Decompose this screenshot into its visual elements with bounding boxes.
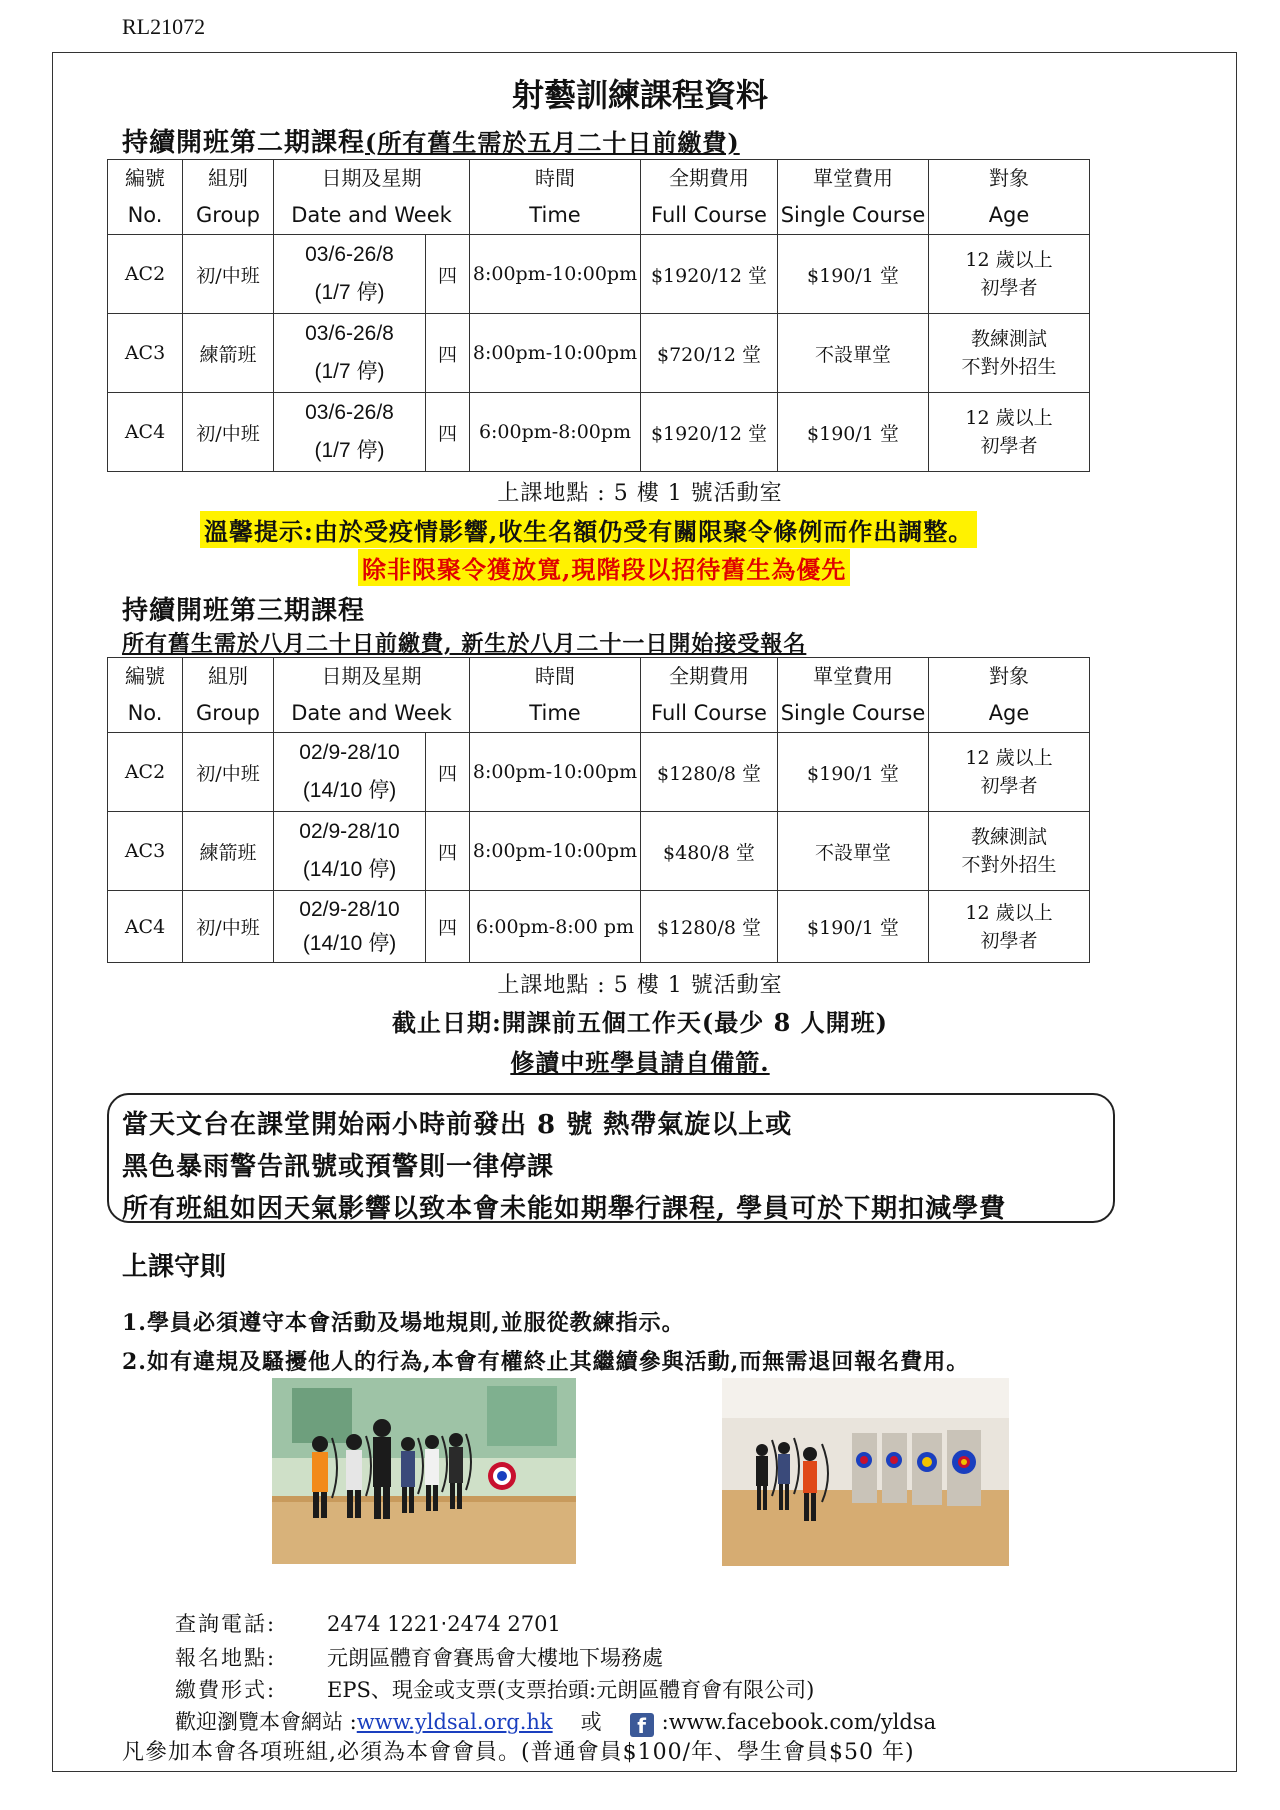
- header-time: 時間 Time: [470, 160, 641, 235]
- cell-date: 03/6-26/8 (1/7 停): [274, 314, 426, 393]
- cell-group: 初/中班: [183, 393, 274, 472]
- bring-arrows-note: 修讀中班學員請自備箭.: [510, 1048, 770, 1077]
- section2-title: 持續開班第二期課程: [122, 128, 366, 158]
- cell-group: 初/中班: [183, 235, 274, 314]
- notice-line2: 除非限聚令獲放寬,現階段以招待舊生為優先: [358, 549, 850, 586]
- cell-group: 初/中班: [183, 733, 274, 812]
- contact-payment: [175, 1674, 814, 1704]
- section2-heading: [122, 122, 740, 159]
- payment-value: EPS、現金或支票(支票抬頭:元朗區體育會有限公司): [327, 1678, 815, 1702]
- table-row: [108, 891, 1090, 963]
- facebook-link[interactable]: :www.facebook.com/yldsa: [661, 1710, 937, 1734]
- cell-age: 12 歲以上 初學者: [929, 393, 1090, 472]
- cell-day: 四: [426, 733, 470, 812]
- rule-item-2: 2.如有違規及騷擾他人的行為,本會有權終止其繼續參與活動,而無需退回報名費用。: [122, 1349, 970, 1375]
- header-group: 組別 Group: [183, 658, 274, 733]
- table-header-row: [108, 160, 1090, 235]
- table-row: [108, 812, 1090, 891]
- course-table-term2: [107, 159, 1090, 472]
- facebook-icon[interactable]: f: [630, 1713, 654, 1737]
- cell-no: AC2: [108, 733, 183, 812]
- header-age: 對象 Age: [929, 658, 1090, 733]
- cell-time: 8:00pm-10:00pm: [470, 733, 641, 812]
- cell-single: $190/1 堂: [778, 891, 929, 963]
- table-row: [108, 314, 1090, 393]
- header-no: 編號 No.: [108, 160, 183, 235]
- phone-label: 查詢電話:: [175, 1612, 277, 1636]
- header-group: 組別 Group: [183, 160, 274, 235]
- cell-age: 12 歲以上 初學者: [929, 733, 1090, 812]
- contact-address: [175, 1642, 663, 1672]
- archery-class-photo-1: [272, 1378, 576, 1564]
- header-full-course: 全期費用 Full Course: [641, 658, 778, 733]
- cell-no: AC4: [108, 891, 183, 963]
- cell-no: AC2: [108, 235, 183, 314]
- cell-single: $190/1 堂: [778, 235, 929, 314]
- cell-full: $480/8 堂: [641, 812, 778, 891]
- section3-subtitle: 所有舊生需於八月二十日前繳費, 新生於八月二十一日開始接受報名: [122, 631, 807, 657]
- cell-full: $1920/12 堂: [641, 235, 778, 314]
- contact-web: [175, 1706, 936, 1737]
- cell-time: 8:00pm-10:00pm: [470, 314, 641, 393]
- table-header-row: [108, 658, 1090, 733]
- deadline-note: 截止日期:開課前五個工作天(最少 8 人開班): [392, 1008, 888, 1037]
- cell-single: $190/1 堂: [778, 733, 929, 812]
- venue-term3: 上課地點 : 5 樓 1 號活動室: [497, 973, 783, 998]
- cell-date: 02/9-28/10 (14/10 停): [274, 733, 426, 812]
- header-single-course: 單堂費用 Single Course: [778, 160, 929, 235]
- contact-phone: [175, 1608, 561, 1638]
- cell-date: 02/9-28/10 (14/10 停): [274, 812, 426, 891]
- cell-age: 12 歲以上 初學者: [929, 891, 1090, 963]
- cell-time: 8:00pm-10:00pm: [470, 235, 641, 314]
- cell-single: 不設單堂: [778, 314, 929, 393]
- cell-date: 03/6-26/8 (1/7 停): [274, 235, 426, 314]
- cell-date: 03/6-26/8 (1/7 停): [274, 393, 426, 472]
- table-row: [108, 733, 1090, 812]
- cell-day: 四: [426, 314, 470, 393]
- cell-full: $1280/8 堂: [641, 733, 778, 812]
- cell-full: $1920/12 堂: [641, 393, 778, 472]
- section2-note: (所有舊生需於五月二十日前繳費): [365, 128, 740, 157]
- address-label: 報名地點:: [175, 1646, 277, 1670]
- weather-line3: 所有班組如因天氣影響以致本會未能如期舉行課程, 學員可於下期扣減學費: [122, 1194, 1007, 1224]
- header-no: 編號 No.: [108, 658, 183, 733]
- page-title: 射藝訓練課程資料: [511, 76, 768, 114]
- cell-group: 練箭班: [183, 812, 274, 891]
- venue-term2: 上課地點 : 5 樓 1 號活動室: [497, 481, 783, 506]
- notice-line1: 溫馨提示:由於受疫情影響,收生名額仍受有關限聚令條例而作出調整。: [200, 511, 977, 548]
- or-text: 或: [580, 1710, 602, 1734]
- section3-title: 持續開班第三期課程: [122, 596, 366, 626]
- cell-day: 四: [426, 812, 470, 891]
- header-single-course: 單堂費用 Single Course: [778, 658, 929, 733]
- cell-day: 四: [426, 235, 470, 314]
- weather-line1: 當天文台在課堂開始兩小時前發出 8 號 熱帶氣旋以上或: [122, 1110, 793, 1140]
- table-row: [108, 235, 1090, 314]
- cell-day: 四: [426, 393, 470, 472]
- cell-single: 不設單堂: [778, 812, 929, 891]
- phone-value: 2474 1221‧2474 2701: [327, 1612, 561, 1636]
- document-id: RL21072: [122, 14, 206, 39]
- payment-label: 繳費形式:: [175, 1678, 277, 1702]
- cell-full: $720/12 堂: [641, 314, 778, 393]
- table-row: [108, 393, 1090, 472]
- cell-day: 四: [426, 891, 470, 963]
- cell-time: 8:00pm-10:00pm: [470, 812, 641, 891]
- cell-no: AC3: [108, 314, 183, 393]
- cell-no: AC3: [108, 812, 183, 891]
- website-link[interactable]: www.yldsal.org.hk: [356, 1710, 553, 1734]
- web-label: 歡迎瀏覽本會網站 :: [175, 1710, 357, 1734]
- address-value: 元朗區體育會賽馬會大樓地下場務處: [327, 1646, 663, 1670]
- cell-time: 6:00pm-8:00 pm: [470, 891, 641, 963]
- rules-title: 上課守則: [122, 1252, 227, 1282]
- header-date: 日期及星期 Date and Week: [274, 658, 470, 733]
- cell-age: 教練測試 不對外招生: [929, 812, 1090, 891]
- cell-time: 6:00pm-8:00pm: [470, 393, 641, 472]
- cell-group: 練箭班: [183, 314, 274, 393]
- cell-date: 02/9-28/10 (14/10 停): [274, 891, 426, 963]
- cell-age: 教練測試 不對外招生: [929, 314, 1090, 393]
- cell-group: 初/中班: [183, 891, 274, 963]
- cell-single: $190/1 堂: [778, 393, 929, 472]
- header-age: 對象 Age: [929, 160, 1090, 235]
- course-table-term3: [107, 657, 1090, 963]
- cell-age: 12 歲以上 初學者: [929, 235, 1090, 314]
- weather-line2: 黑色暴雨警告訊號或預警則一律停課: [122, 1152, 555, 1182]
- header-full-course: 全期費用 Full Course: [641, 160, 778, 235]
- archery-class-photo-2: [722, 1378, 1009, 1566]
- header-date: 日期及星期 Date and Week: [274, 160, 470, 235]
- cell-full: $1280/8 堂: [641, 891, 778, 963]
- membership-note: 凡參加本會各項班組,必須為本會會員。(普通會員$100/年、學生會員$50 年): [122, 1740, 915, 1765]
- cell-no: AC4: [108, 393, 183, 472]
- rule-item-1: 1.學員必須遵守本會活動及場地規則,並服從教練指示。: [122, 1310, 685, 1336]
- header-time: 時間 Time: [470, 658, 641, 733]
